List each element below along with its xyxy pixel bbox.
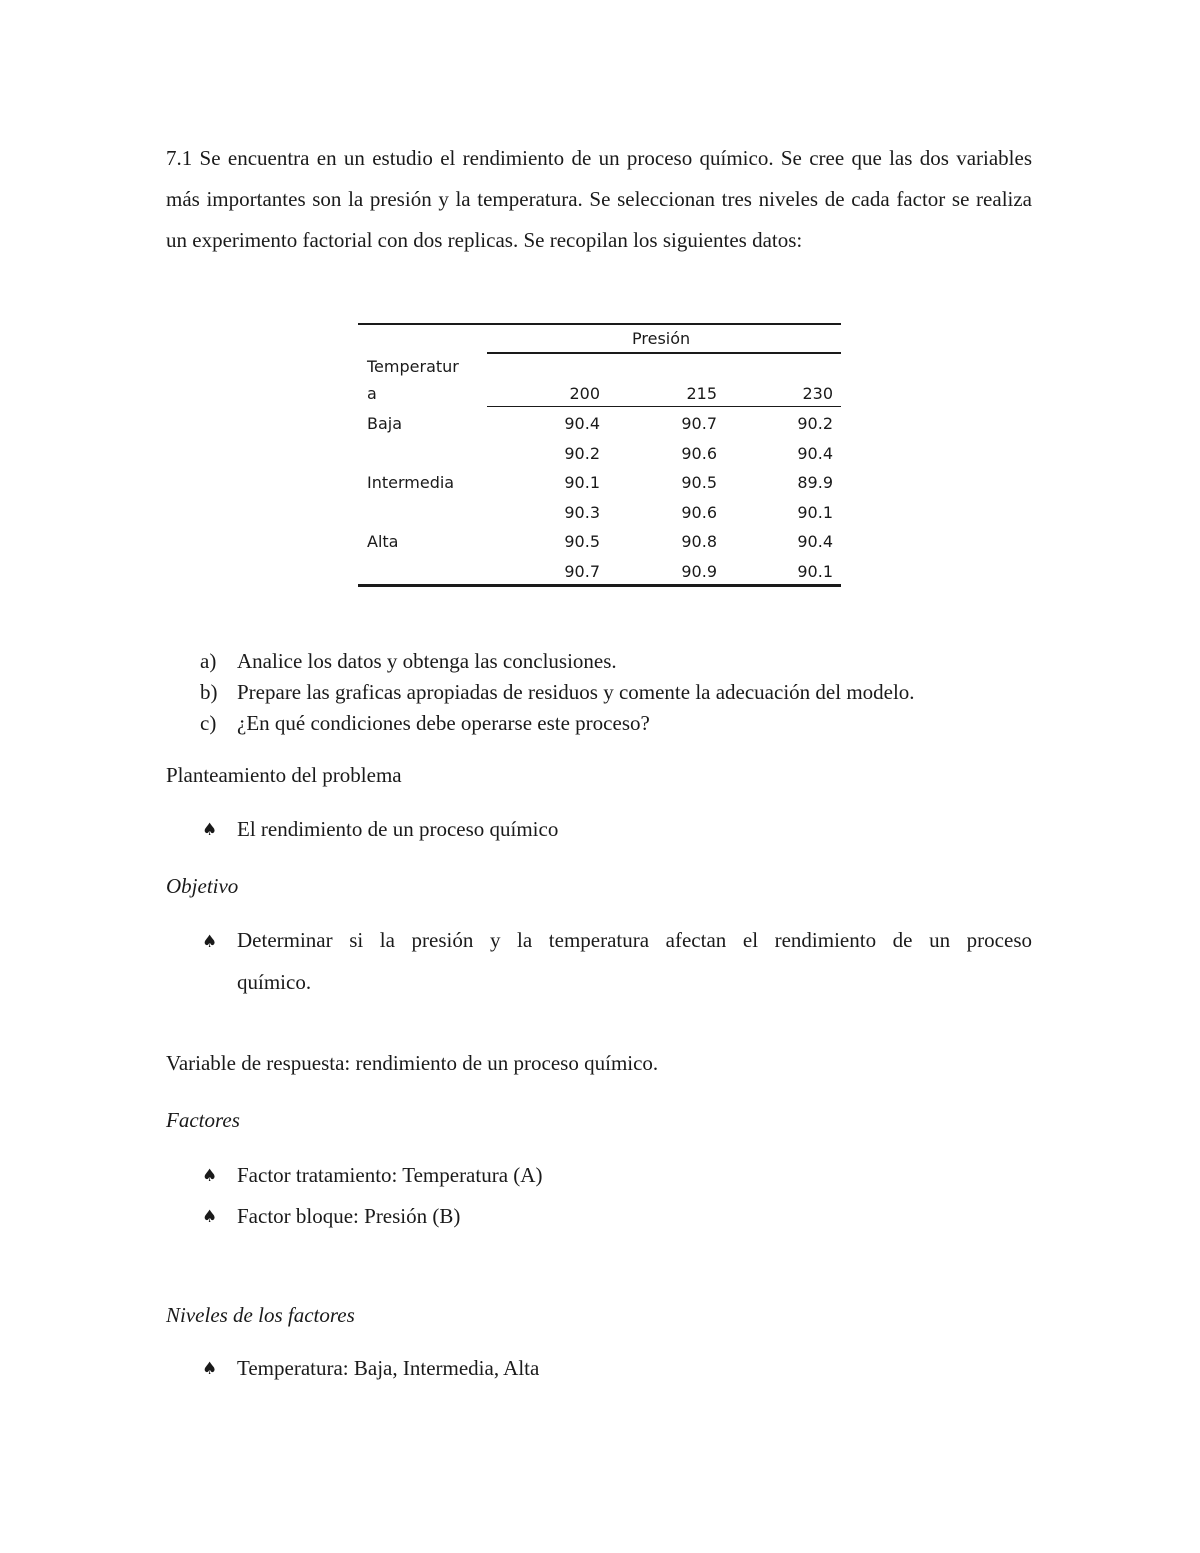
table-cell: 90.6 [681,503,717,522]
table-cell: 89.9 [797,473,833,492]
table-cell: 90.8 [681,532,717,551]
list-marker: c) [200,711,217,735]
spade-bullet-icon: ♠ [202,1359,218,1379]
data-table [358,323,841,587]
table-row-label: Baja [367,414,403,433]
table-cell: 90.1 [564,473,600,492]
bullet-text: Temperatura: Baja, Intermedia, Alta [237,1356,540,1380]
table-row-label: Intermedia [367,473,455,492]
table-row-header: Temperatur [367,357,459,376]
bullet-text: El rendimiento de un proceso químico [237,817,559,841]
bullet-text: Factor bloque: Presión (B) [237,1204,461,1228]
table-cell: 90.7 [564,562,600,581]
niveles-heading: Niveles de los factores [166,1303,355,1327]
table-cell: 90.1 [797,503,833,522]
list-item-text: Analice los datos y obtenga las conclusiones. [237,649,617,673]
table-col-header: 215 [686,384,717,403]
table-cell: 90.2 [564,444,600,463]
bullet-text-continuation: químico. [237,970,312,994]
table-cell: 90.5 [681,473,717,492]
list-item-text: Prepare las graficas apropiadas de residuos y comente la adecuación del modelo. [237,680,915,704]
table-col-header: 230 [802,384,833,403]
list-item [200,680,915,705]
table-cell: 90.2 [797,414,833,433]
table-row-label: Alta [367,532,399,551]
table-group-rule [487,352,841,354]
table-top-rule [358,323,841,325]
spade-bullet-icon: ♠ [202,1207,218,1227]
table-cell: 90.3 [564,503,600,522]
list-marker: b) [200,680,218,704]
list-item [200,711,650,736]
table-cell: 90.6 [681,444,717,463]
table-cell: 90.4 [564,414,600,433]
factores-heading: Factores [166,1108,240,1132]
table-group-header: Presión [632,329,691,348]
intro-paragraph: 7.1 Se encuentra en un estudio el rendimiento de un proceso químico. Se cree que las dos variables más importantes son la presión y la temperatura. Se seleccionan tres niveles de cada factor se realiza un experimento factorial con dos replicas. Se recopilan los siguientes datos: [166,146,1032,252]
spade-bullet-icon: ♠ [202,932,218,952]
spade-bullet-icon: ♠ [202,1166,218,1186]
bullet-text: Determinar si la presión y la temperatura afectan el rendimiento de un proceso [237,928,1032,952]
table-row-header-cont: a [367,384,377,403]
variable-respuesta: Variable de respuesta: rendimiento de un proceso químico. [166,1051,659,1075]
table-cell: 90.4 [797,444,833,463]
table-cell: 90.5 [564,532,600,551]
list-marker: a) [200,649,217,673]
list-item-text: ¿En qué condiciones debe operarse este proceso? [237,711,650,735]
objetivo-heading: Objetivo [166,874,239,898]
spade-bullet-icon: ♠ [202,820,218,840]
table-header-rule [487,406,841,407]
planteamiento-heading: Planteamiento del problema [166,763,402,787]
list-item [200,649,617,674]
table-col-header: 200 [569,384,600,403]
table-cell: 90.9 [681,562,717,581]
bullet-text: Factor tratamiento: Temperatura (A) [237,1163,543,1187]
table-cell: 90.1 [797,562,833,581]
table-cell: 90.4 [797,532,833,551]
table-bottom-rule [358,584,841,587]
table-cell: 90.7 [681,414,717,433]
